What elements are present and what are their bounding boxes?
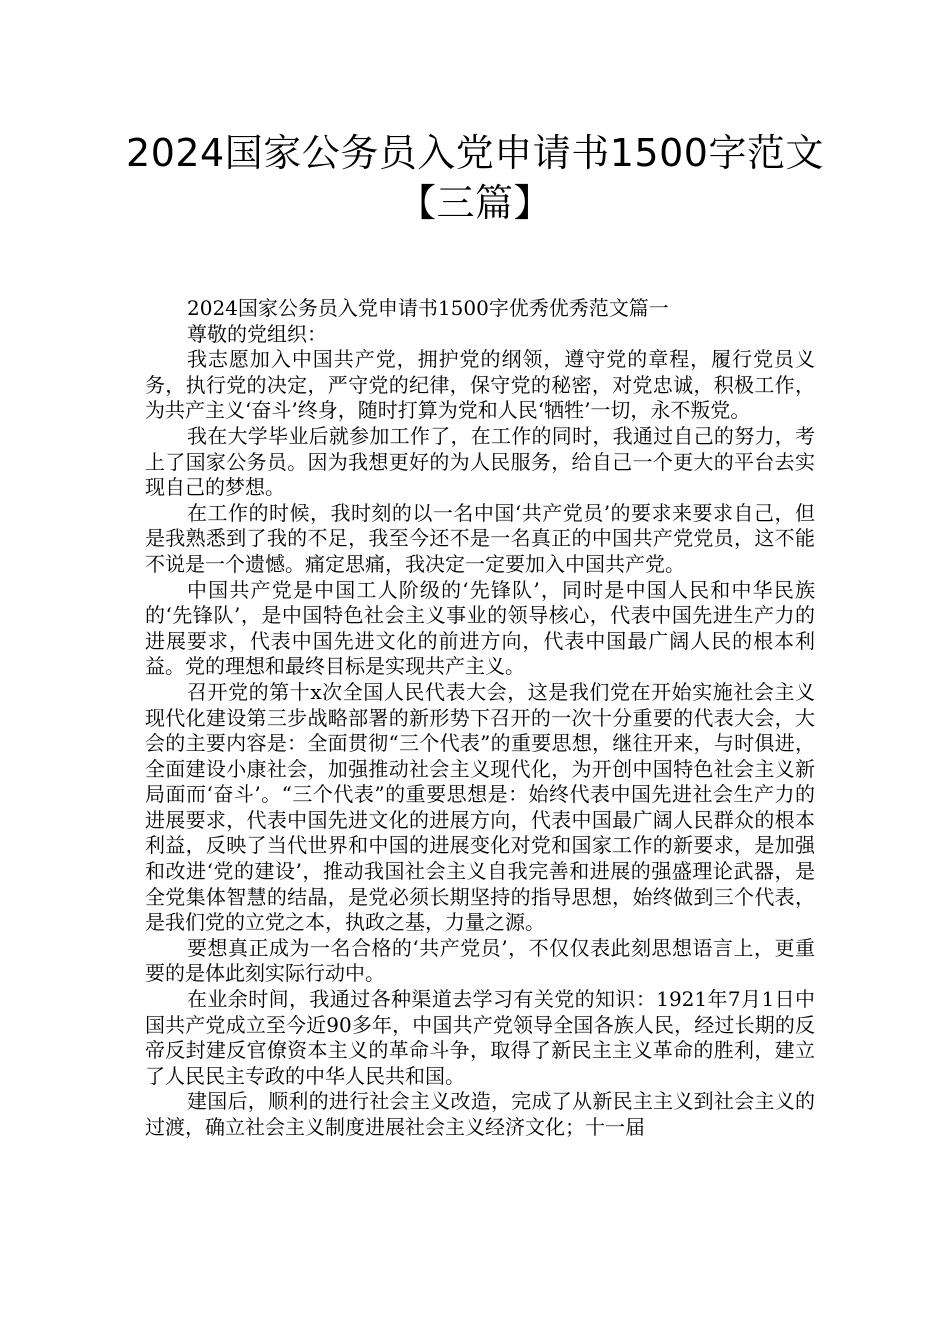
paragraph: 召开党的第十x次全国人民代表大会，这是我们党在开始实施社会主义现代化建设第三步战略部署的新形势下召开的一次十分重要的代表大会，大会的主要内容是：全面贯彻“三个代表”的重要思想，继往开来，与时俱进，全面建设小康社会，加强推动社会主义现代化，为开创中国特色社会主义新局面而‘奋斗’。“三个代表”的重要思想是：始终代表中国先进社会生产力的进展要求，代表中国先进文化的进展方向，代表中国最广阔人民群众的根本利益，反映了当代世界和中国的进展变化对党和国家工作的新要求，是加强和改进‘党的建设’，推动我国社会主义自我完善和进展的强盛理论武器，是全党集体智慧的结晶，是党必须长期坚持的指导思想，始终做到三个代表，是我们党的立党之本，执政之基，力量之源。 [145, 679, 815, 935]
paragraph: 我在大学毕业后就参加工作了，在工作的同时，我通过自己的努力，考上了国家公务员。因为我想更好的为人民服务，给自己一个更大的平台去实现自己的梦想。 [145, 423, 815, 500]
section-heading: 2024国家公务员入党申请书1500字优秀优秀范文篇一 [187, 296, 669, 320]
document-body [145, 296, 815, 1141]
paragraph: 要想真正成为一名合格的‘共产党员’，不仅仅表此刻思想语言上，更重要的是体此刻实际行动中。 [145, 935, 815, 986]
paragraph: 建国后，顺利的进行社会主义改造，完成了从新民主主义到社会主义的过渡，确立社会主义制度进展社会主义经济文化；十一届 [145, 1089, 815, 1139]
paragraph: 在业余时间，我通过各种渠道去学习有关党的知识：1921年7月1日中国共产党成立至今近90多年，中国共产党领导全国各族人民，经过长期的反帝反封建反官僚资本主义的革命斗争，取得了新民主主义革命的胜利，建立了人民民主专政的中华人民共和国。 [145, 987, 815, 1088]
document-title: 2024国家公务员入党申请书1500字范文【三篇】 [126, 131, 824, 225]
paragraph: 中国共产党是中国工人阶级的‘先锋队’，同时是中国人民和中华民族的‘先锋队’，是中国特色社会主义事业的领导核心，代表中国先进生产力的进展要求，代表中国先进文化的前进方向，代表中国最广阔人民的根本利益。党的理想和最终目标是实现共产主义。 [145, 577, 815, 679]
paragraph: 我志愿加入中国共产党，拥护党的纲领，遵守党的章程，履行党员义务，执行党的决定，严守党的纪律，保守党的秘密，对党忠诚，积极工作，为共产主义‘奋斗’终身，随时打算为党和人民‘牺牲’一切，永不叛党。 [145, 347, 815, 423]
paragraph: 在工作的时候，我时刻的以一名中国‘共产党员’的要求来要求自己，但是我熟悉到了我的不足，我至今还不是一名真正的中国共产党党员，这不能不说是一个遗憾。痛定思痛，我决定一定要加入中国共产党。 [145, 500, 815, 576]
salutation: 尊敬的党组织： [187, 321, 327, 346]
